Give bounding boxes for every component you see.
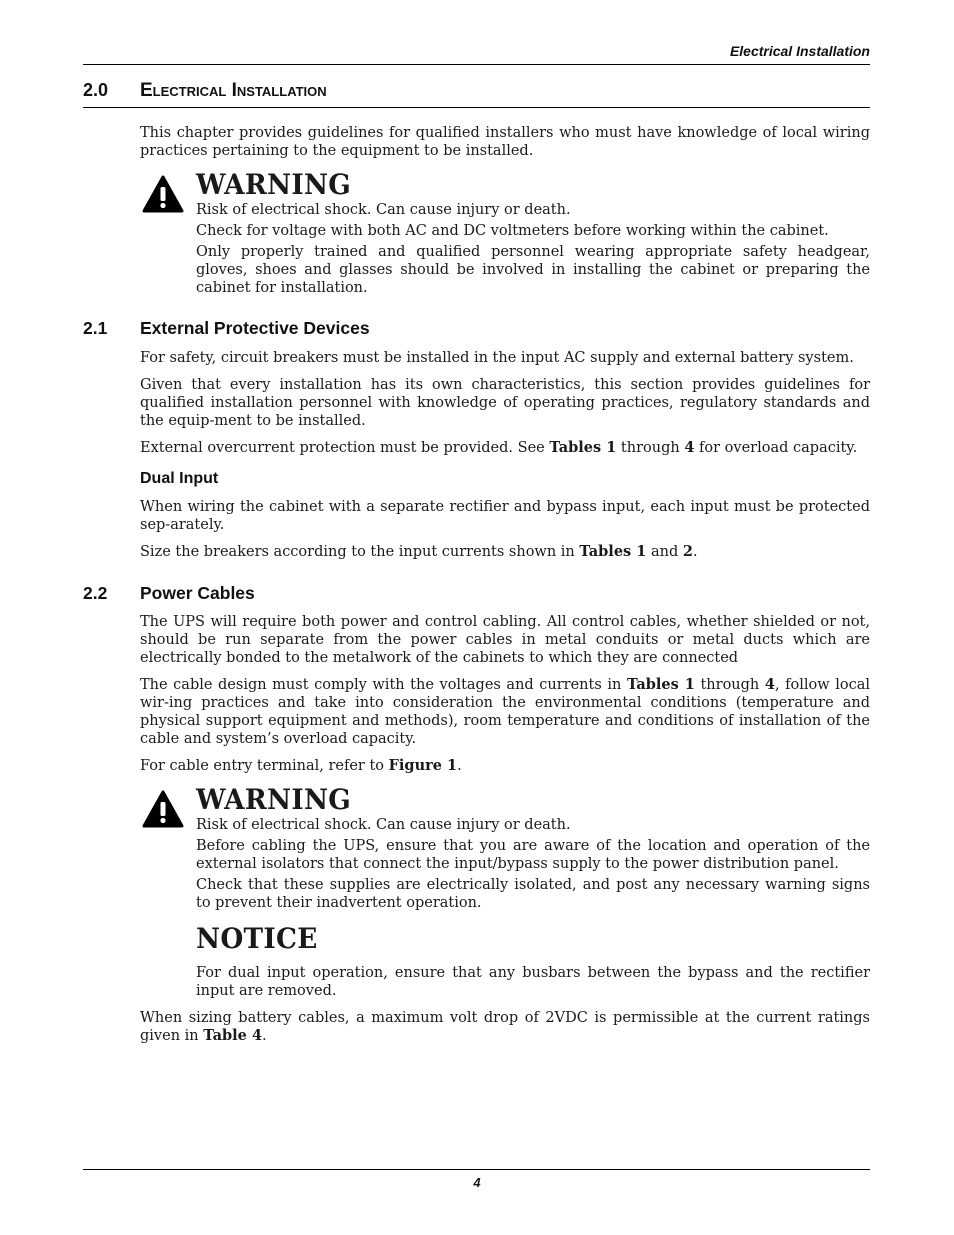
warning-title: WARNING: [196, 783, 352, 816]
footer-rule: [83, 1169, 870, 1170]
chapter-heading: [83, 80, 870, 102]
notice-text: For dual input operation, ensure that any busbars between the bypass and the rectifier input are removed.: [196, 965, 870, 999]
text-run: The cable design must comply with the voltages and currents in: [140, 677, 627, 693]
text-run: When sizing battery cables, a maximum volt drop of 2VDC is permissible at the current ratings given in: [140, 1010, 870, 1044]
warning-title: WARNING: [196, 168, 352, 201]
page-number: 4: [473, 1175, 481, 1190]
table-ref: Table 4: [203, 1027, 263, 1044]
table-ref: 4: [684, 439, 695, 456]
paragraph: For safety, circuit breakers must be installed in the input AC supply and external battery system.: [140, 350, 854, 366]
text-run: Size the breakers according to the input currents shown in: [140, 544, 580, 560]
subsection-heading-dual-input: Dual Input: [140, 470, 219, 487]
text-run: .: [457, 758, 462, 774]
section-title: Power Cables: [140, 583, 255, 603]
figure-ref: Figure 1: [388, 757, 458, 774]
warning-line: Check that these supplies are electrically isolated, and post any necessary warning signs to prevent their inadvertent operation.: [196, 877, 870, 911]
paragraph: [140, 543, 870, 561]
paragraph: [140, 676, 870, 748]
chapter-number: 2.0: [83, 80, 109, 100]
section-heading-2-1: [83, 318, 370, 339]
chapter-rule: [83, 107, 870, 108]
text-run: , follow local wir-ing practices and take into consideration the environmental conditions (temperature and physical support equipment and methods), room temperature and conditions of installation of the cable and system’s overload capacity.: [140, 677, 870, 747]
table-ref: Tables 1: [579, 543, 647, 560]
text-run: for overload capacity.: [694, 440, 858, 456]
chapter-intro: This chapter provides guidelines for qualified installers who must have knowledge of local wiring practices pertaining to the equipment to be installed.: [140, 125, 870, 159]
text-run: External overcurrent protection must be provided. See: [140, 440, 550, 456]
text-run: through: [694, 677, 765, 693]
text-run: .: [262, 1028, 267, 1044]
table-ref: Tables 1: [549, 439, 617, 456]
section-number: 2.1: [83, 318, 108, 338]
header-rule: [83, 64, 870, 65]
warning-line: Before cabling the UPS, ensure that you are aware of the location and operation of the external isolators that connect the input/bypass supply to the power distribution panel.: [196, 838, 870, 872]
paragraph: The UPS will require both power and control cabling. All control cables, whether shielded or not, should be run separate from the power cables in metal conduits or metal ducts which are electrically bonded to the metalwork of the cabinets to which they are connected: [140, 614, 870, 666]
table-ref: 4: [764, 676, 775, 693]
section-number: 2.2: [83, 583, 108, 603]
text-run: through: [616, 440, 685, 456]
paragraph: When wiring the cabinet with a separate rectifier and bypass input, each input must be protected sep-arately.: [140, 499, 870, 533]
table-ref: 2: [682, 543, 693, 560]
warning-triangle-icon: [142, 175, 184, 213]
warning-triangle-icon: [142, 790, 184, 828]
section-heading-2-2: [83, 583, 255, 604]
warning-line: Risk of electrical shock. Can cause injury or death.: [196, 817, 571, 833]
paragraph: [140, 757, 870, 775]
warning-line: Only properly trained and qualified personnel wearing appropriate safety headgear, gloves, shoes and glasses should be involved in installing the cabinet or preparing the cabinet for installation.: [196, 244, 870, 296]
notice-title: NOTICE: [196, 922, 318, 955]
warning-line: Check for voltage with both AC and DC voltmeters before working within the cabinet.: [196, 223, 829, 239]
paragraph: [140, 439, 870, 457]
running-header: Electrical Installation: [729, 43, 870, 59]
warning-line: Risk of electrical shock. Can cause injury or death.: [196, 202, 571, 218]
paragraph: Given that every installation has its own characteristics, this section provides guidelines for qualified installation personnel with knowledge of operating practices, regulatory standards and the equip-ment to be installed.: [140, 377, 870, 429]
text-run: For cable entry terminal, refer to: [140, 758, 389, 774]
text-run: .: [692, 544, 698, 560]
paragraph: [140, 1009, 870, 1045]
chapter-title: Electrical Installation: [140, 80, 327, 101]
section-title: External Protective Devices: [140, 318, 370, 338]
text-run: and: [646, 544, 683, 560]
table-ref: Tables 1: [626, 676, 695, 693]
